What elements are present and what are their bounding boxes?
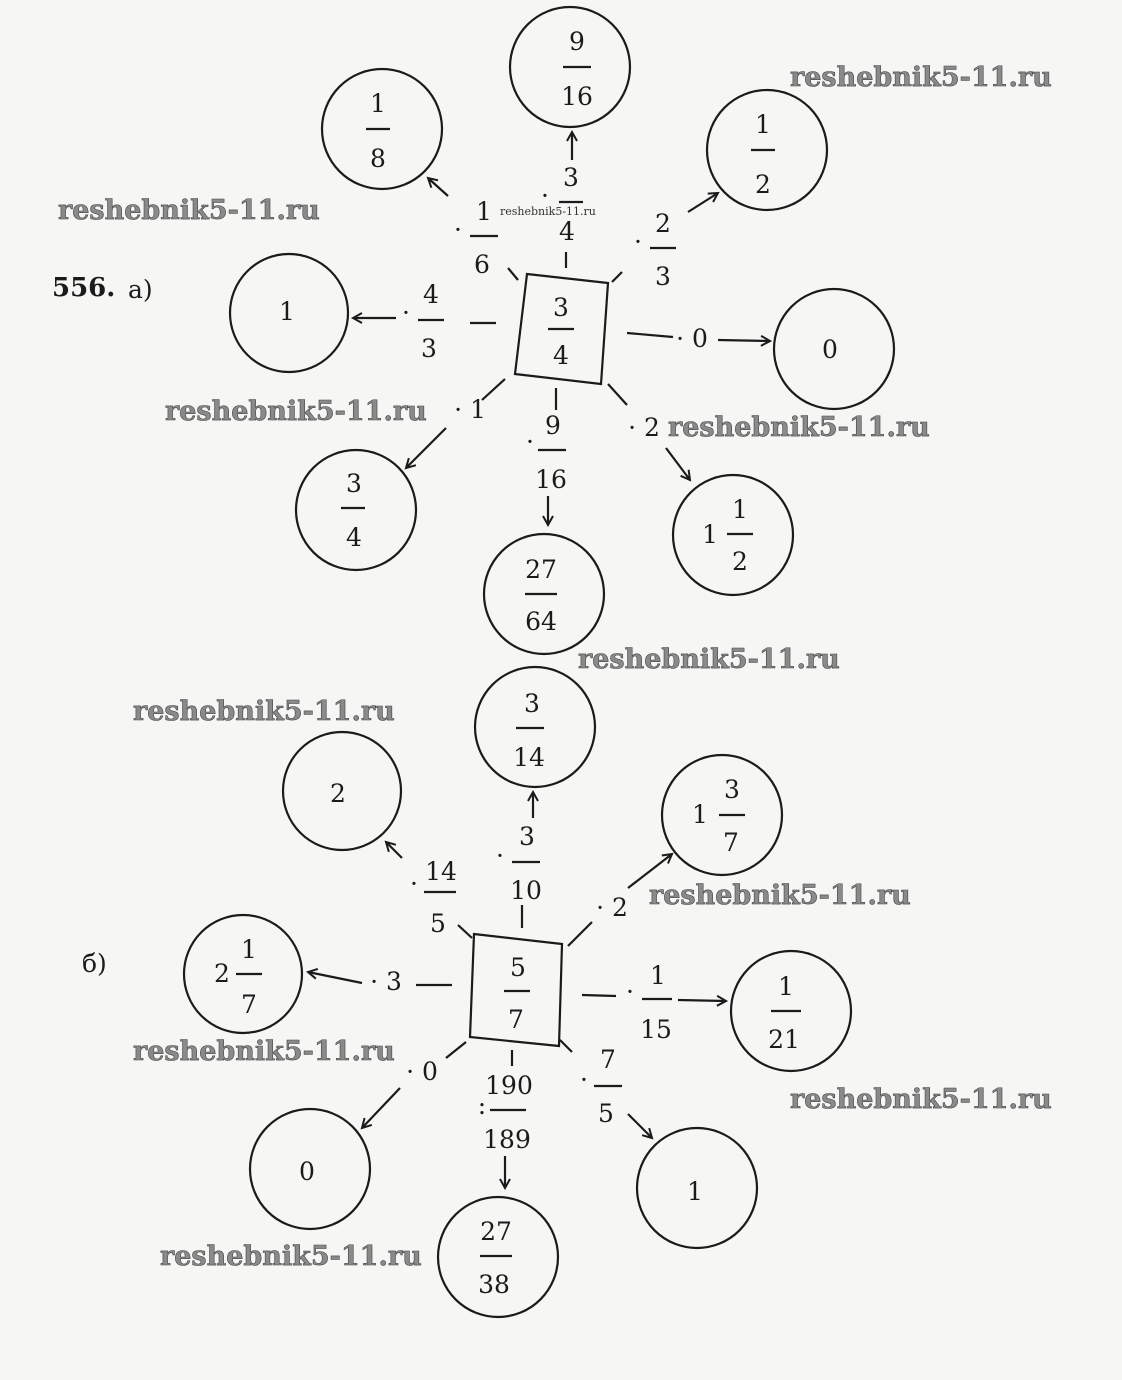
part-a-op-bottom-right: · 2: [628, 413, 660, 442]
part-b-op-bottom-num: 190: [485, 1071, 533, 1100]
part-a-op-left-sym: ·: [402, 298, 410, 327]
part-a-link-top-left-stub: [508, 268, 518, 280]
part-b-diagram: [184, 667, 851, 1317]
watermark-7: reshebnik5-11.ru: [649, 880, 911, 911]
part-a-result-top-left-den: 8: [370, 144, 386, 173]
watermark-8: reshebnik5-11.ru: [133, 1036, 395, 1067]
part-b-result-top-left-value: 2: [330, 779, 346, 808]
problem-number: 556.: [52, 273, 116, 303]
part-a-result-bottom-left: [296, 450, 416, 570]
part-b-result-top-right-num: 3: [724, 775, 740, 804]
part-b-result-right-den: 21: [768, 1025, 800, 1054]
part-a-op-top-left-sym: ·: [454, 215, 462, 244]
part-b-op-right-sym: ·: [626, 977, 634, 1006]
part-a-op-top-left-num: 1: [476, 197, 492, 226]
part-a-op-top-right-num: 2: [655, 209, 671, 238]
part-b-arrow-top-left: [386, 842, 402, 858]
part-a-result-left-value: 1: [279, 297, 295, 326]
part-b-result-bottom-left-value: 0: [299, 1157, 315, 1186]
part-b-result-left-num: 1: [241, 935, 257, 964]
watermark-10: reshebnik5-11.ru: [160, 1241, 422, 1272]
watermark-small: reshebnik5-11.ru: [500, 205, 596, 218]
part-b-result-right-num: 1: [778, 972, 794, 1001]
part-b-result-top-right-whole: 1: [692, 800, 708, 829]
part-a-op-bottom-den: 16: [535, 465, 567, 494]
part-b-result-bottom-num: 27: [480, 1217, 512, 1246]
part-b-op-top-right: · 2: [596, 893, 628, 922]
part-b-result-top-num: 3: [524, 689, 540, 718]
part-a-center-num: 3: [553, 293, 569, 322]
part-a-result-bottom-left-den: 4: [346, 523, 362, 552]
watermark-5: reshebnik5-11.ru: [578, 644, 840, 675]
part-a-op-top-den: 4: [559, 217, 575, 246]
part-b-center-num: 5: [510, 953, 526, 982]
part-b-op-bottom-left: · 0: [406, 1057, 438, 1086]
part-a-op-top-right-den: 3: [655, 262, 671, 291]
part-b-result-left-den: 7: [241, 990, 257, 1019]
part-a-link-bottom-right-stub: [608, 384, 627, 405]
part-a-result-top-right-den: 2: [755, 170, 771, 199]
watermark-2: reshebnik5-11.ru: [58, 195, 320, 226]
part-a-link-top-right-stub: [612, 272, 622, 282]
watermark-3: reshebnik5-11.ru: [165, 396, 427, 427]
part-b-arrow-bottom-left: [362, 1088, 400, 1128]
part-b-link-top-left-stub: [458, 925, 472, 938]
part-b-op-bottom-sym: :: [477, 1091, 487, 1120]
part-a-op-right: · 0: [676, 324, 708, 353]
part-a-result-top-den: 16: [561, 82, 593, 111]
part-b-op-top-num: 3: [519, 822, 535, 851]
part-a-op-top-left-den: 6: [474, 250, 490, 279]
part-b-op-top-den: 10: [510, 876, 542, 905]
part-a-op-left-num: 4: [423, 280, 439, 309]
part-a-result-bottom-right-whole: 1: [702, 520, 718, 549]
part-b-link-right-stub: [582, 995, 616, 996]
part-b-link-bottom-left-stub: [446, 1042, 466, 1058]
part-a-arrow-right: [718, 340, 770, 341]
part-b-arrow-bottom-right: [628, 1114, 652, 1138]
part-b-op-bottom-right-num: 7: [600, 1045, 616, 1074]
part-b-op-top-left-den: 5: [430, 909, 446, 938]
part-a-link-right-stub: [627, 333, 673, 337]
part-a-arrow-bottom-right: [666, 448, 690, 480]
part-b-op-left: · 3: [370, 967, 402, 996]
part-b-op-right-num: 1: [650, 961, 666, 990]
part-a-arrow-top-left: [428, 178, 448, 196]
part-a-result-bottom-left-num: 3: [346, 469, 362, 498]
part-b-center-den: 7: [508, 1005, 524, 1034]
part-a-result-top-num: 9: [569, 27, 585, 56]
part-b-op-bottom-right-den: 5: [598, 1099, 614, 1128]
part-b-op-top-left-sym: ·: [410, 869, 418, 898]
part-a-result-right-value: 0: [822, 335, 838, 364]
part-a-op-bottom-sym: ·: [526, 427, 534, 456]
part-b-result-bottom-den: 38: [478, 1270, 510, 1299]
part-a-op-bottom-left: · 1: [454, 395, 486, 424]
part-b-op-right-den: 15: [640, 1015, 672, 1044]
part-b-link-top-right-stub: [568, 922, 592, 946]
part-a-op-bottom-num: 9: [545, 411, 561, 440]
part-b-label: б): [82, 949, 107, 978]
part-a-result-bottom-den: 64: [525, 607, 557, 636]
part-b-result-bottom-right-value: 1: [687, 1177, 703, 1206]
part-a-arrow-bottom-left: [406, 428, 446, 468]
part-a-center-den: 4: [553, 341, 569, 370]
part-b-op-bottom-right-sym: ·: [580, 1065, 588, 1094]
part-a-result-bottom-right-num: 1: [732, 495, 748, 524]
part-b-op-top-sym: ·: [496, 841, 504, 870]
part-b-arrow-left: [308, 972, 362, 983]
part-a-op-left-den: 3: [421, 334, 437, 363]
part-a-arrow-top-right: [688, 193, 718, 212]
part-b-result-top-right-den: 7: [723, 828, 739, 857]
part-b-arrow-right: [678, 1000, 726, 1001]
part-a-diagram: [230, 7, 894, 654]
part-b-result-left-whole: 2: [214, 959, 230, 988]
part-b-op-bottom-den: 189: [483, 1125, 531, 1154]
part-a-result-bottom-right-den: 2: [732, 547, 748, 576]
part-a-result-top-left-num: 1: [370, 89, 386, 118]
part-a-result-top-right-num: 1: [755, 110, 771, 139]
watermark-4: reshebnik5-11.ru: [668, 412, 930, 443]
watermark-6: reshebnik5-11.ru: [133, 696, 395, 727]
part-b-op-top-left-num: 14: [425, 857, 457, 886]
part-a-result-bottom-num: 27: [525, 555, 557, 584]
part-a-label: а): [128, 275, 153, 304]
watermark-1: reshebnik5-11.ru: [790, 62, 1052, 93]
watermark-9: reshebnik5-11.ru: [790, 1084, 1052, 1115]
part-b-result-top-den: 14: [513, 743, 545, 772]
part-a-op-top-right-sym: ·: [634, 227, 642, 256]
part-a-op-top-num: 3: [563, 163, 579, 192]
part-b-link-bottom-right-stub: [560, 1040, 572, 1052]
part-a-op-top-sym: ·: [541, 181, 549, 210]
